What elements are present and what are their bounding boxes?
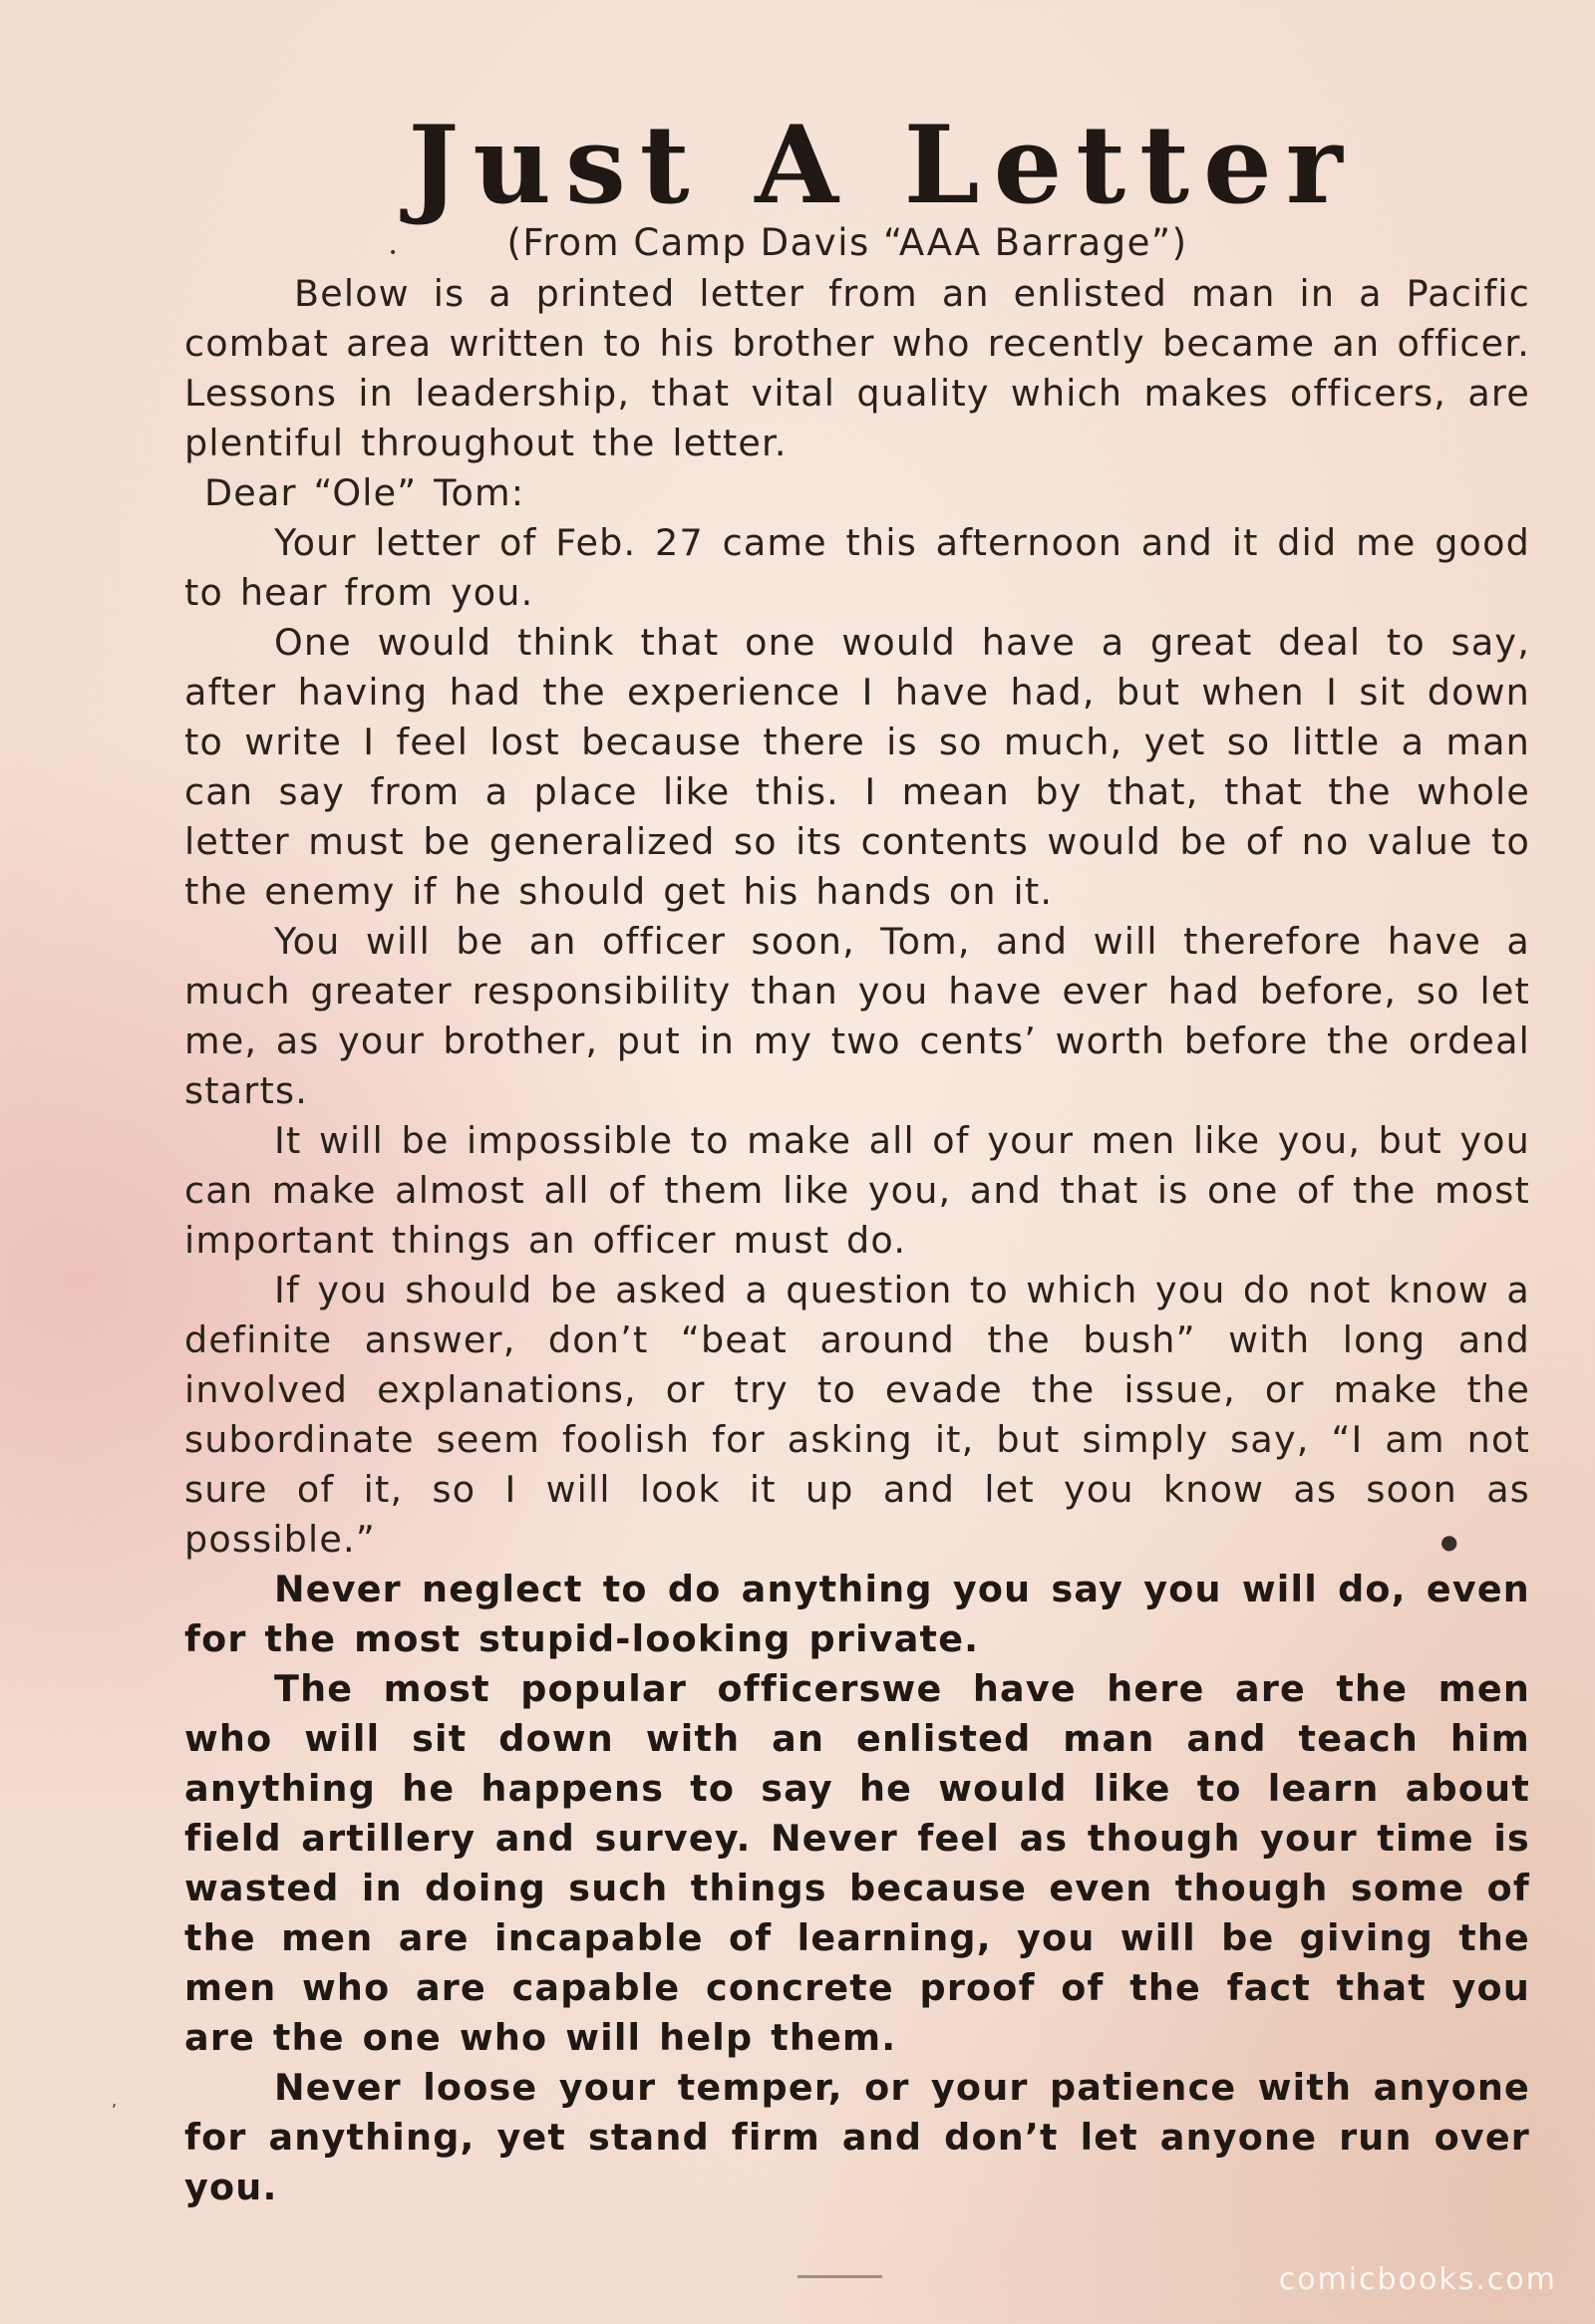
ink-mark: , bbox=[112, 2091, 118, 2110]
ink-dot: ● bbox=[1440, 1530, 1458, 1554]
letter-paragraph-2: One would think that one would have a great deal to say, after having had the experience I have had, but when I sit down to write I feel lost because there is so much, yet so little a man can say from a place like this. I mean by that, that the whole letter must be generalized so its contents would be of no value to the enemy if he should get his hands on it. bbox=[184, 621, 1530, 913]
salutation: Dear “Ole” Tom: bbox=[204, 471, 525, 514]
watermark: comicbooks.com bbox=[1278, 2262, 1557, 2297]
letter-paragraph-8: Never loose your temper, or your patience with anyone for anything, yet stand firm and don’t let anyone run over you. bbox=[184, 2066, 1530, 2208]
letter-paragraph-6: Never neglect to do anything you say you will do, even for the most stupid-looking private. bbox=[184, 1568, 1530, 1660]
letter-paragraph-3: You will be an officer soon, Tom, and will therefore have a much greater responsibility than you have ever had before, so let me, as your brother, put in my two cents’ worth before the ordeal starts. bbox=[184, 920, 1530, 1112]
page-title: Just A Letter bbox=[408, 103, 1357, 228]
letter-paragraph-5: If you should be asked a question to which you do not know a definite answer, don’t “beat around the bush” with long and involved explanations, or try to evade the issue, or make the subordinate seem foolish for asking it, but simply say, “I am not sure of it, so I will look it up and let you know as soon as possible.” bbox=[184, 1269, 1530, 1561]
letter-paragraph-1: Your letter of Feb. 27 came this afternoon and it did me good to hear from you. bbox=[184, 521, 1530, 614]
ink-speck: • bbox=[389, 245, 398, 261]
letter-body bbox=[184, 269, 1530, 2212]
letter-paragraph-7: The most popular officerswe have here are the men who will sit down with an enlisted man and teach him anything he happens to say he would like to learn about field artillery and survey. Never feel as though your time is wasted in doing such things because even though some of the men are incapable of learning, you will be giving the men who are capable concrete proof of the fact that you are the one who will help them. bbox=[184, 1667, 1530, 2059]
intro-paragraph: Below is a printed letter from an enlisted man in a Pacific combat area written to his brother who recently became an officer. Lessons in leadership, that vital quality which makes officers, are plentiful throughout the letter. bbox=[184, 272, 1530, 464]
source-line: (From Camp Davis “AAA Barrage”) bbox=[506, 221, 1188, 264]
letter-paragraph-4: It will be impossible to make all of your men like you, but you can make almost all of them like you, and that is one of the most important things an officer must do. bbox=[184, 1119, 1530, 1262]
page-footer-rule bbox=[798, 2275, 882, 2278]
